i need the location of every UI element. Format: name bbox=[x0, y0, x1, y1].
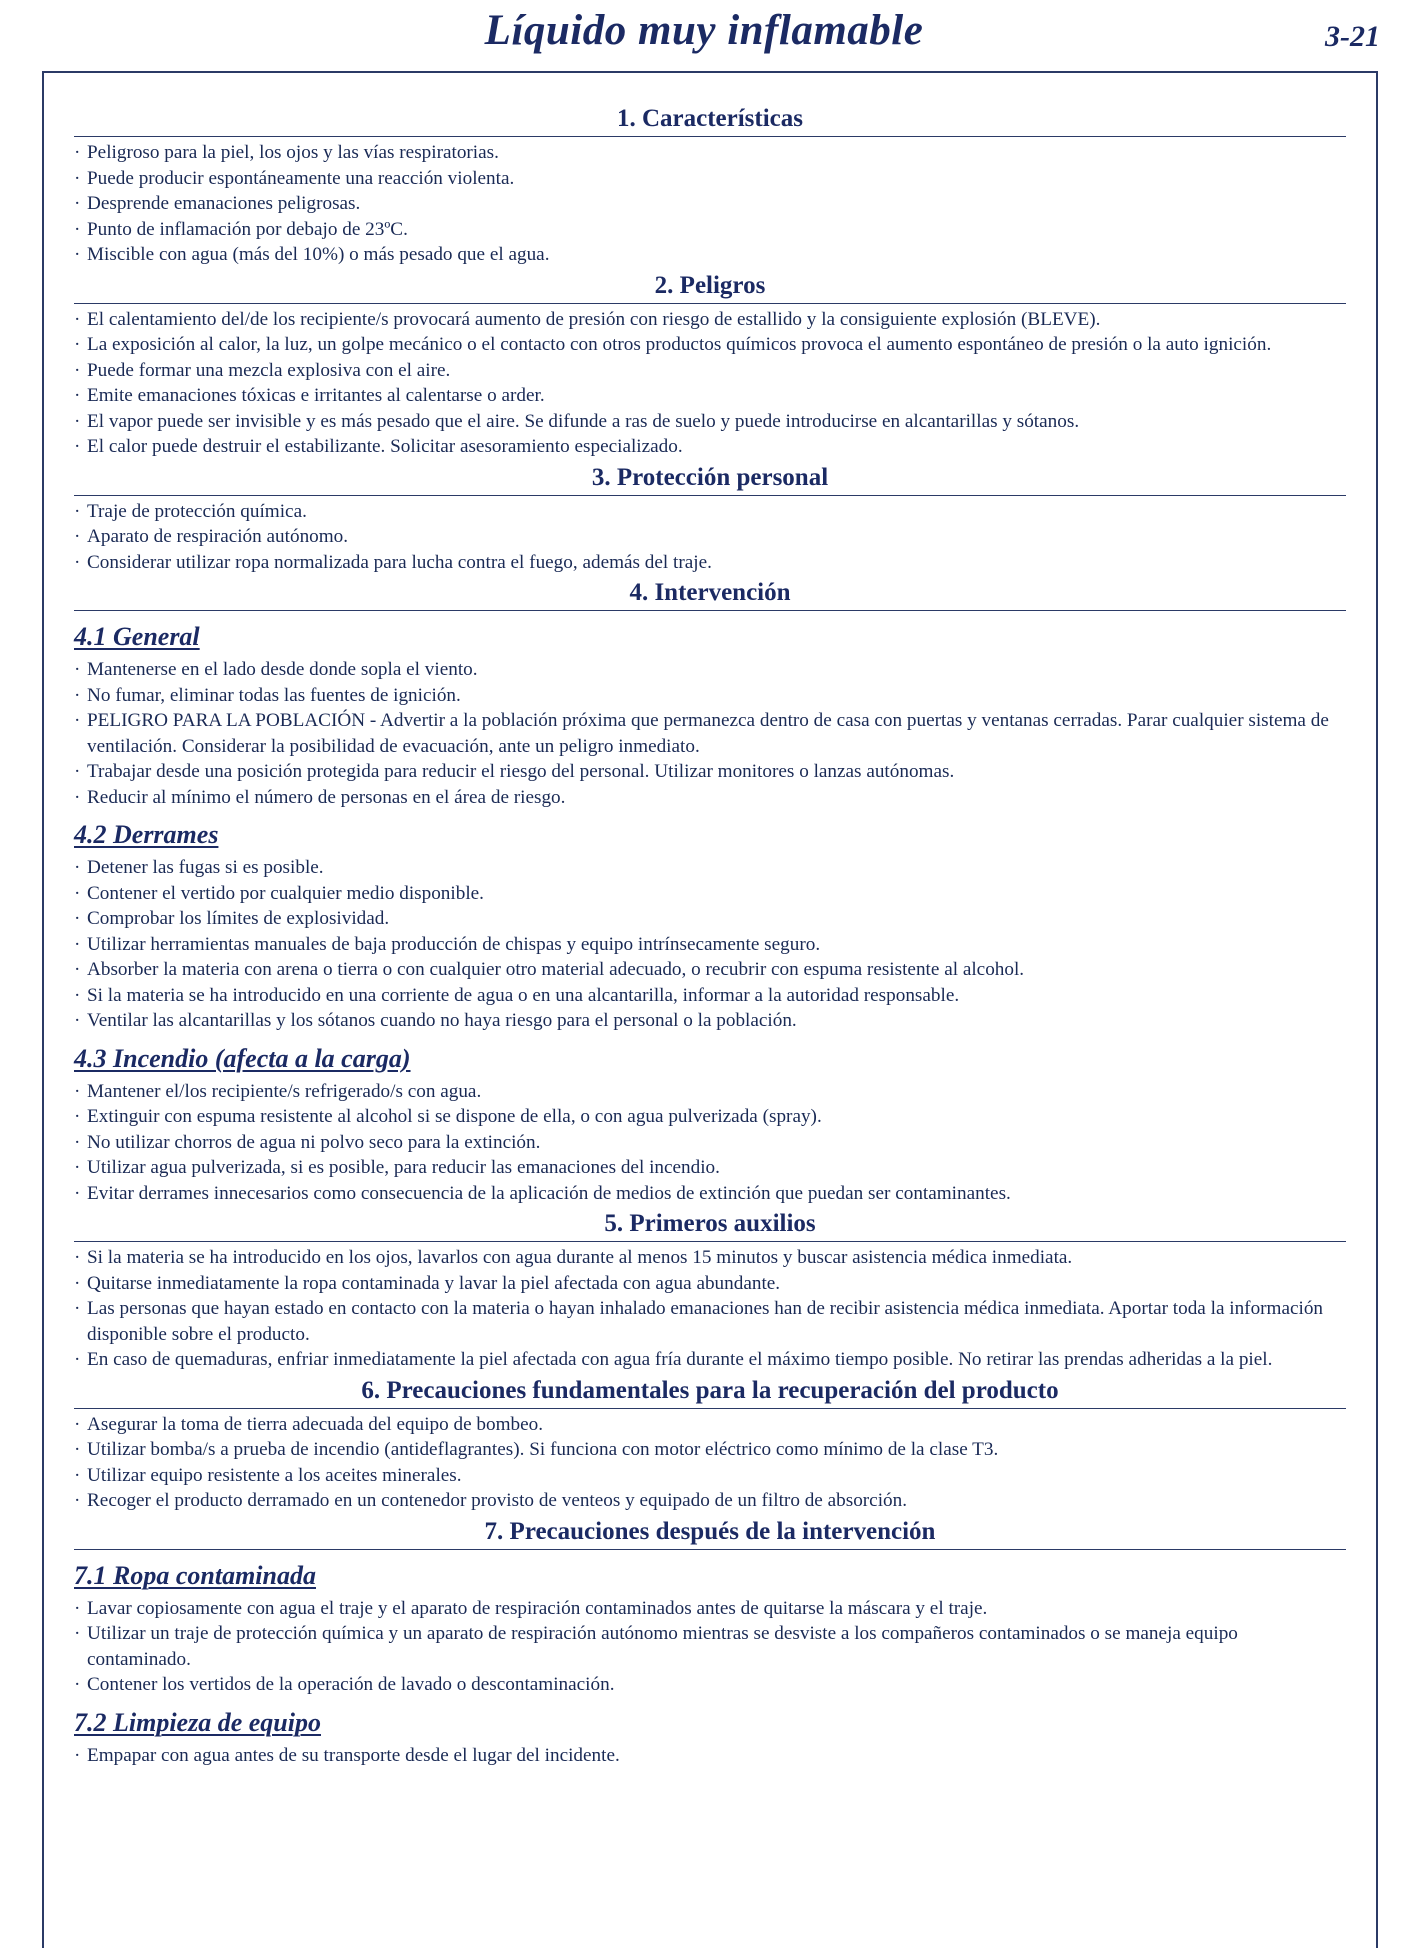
list-item: · Contener el vertido por cualquier medio disponible. bbox=[74, 881, 1346, 907]
bullet-list bbox=[74, 1596, 1346, 1698]
list-item: · Peligroso para la piel, los ojos y las vías respiratorias. bbox=[74, 140, 1346, 166]
list-item: · Traje de protección química. bbox=[74, 499, 1346, 525]
list-item: · La exposición al calor, la luz, un golpe mecánico o el contacto con otros productos químicos provoca el aumento espontáneo de presión o la auto ignición. bbox=[74, 332, 1346, 358]
list-item: · Ventilar las alcantarillas y los sótanos cuando no haya riesgo para el personal o la población. bbox=[74, 1008, 1346, 1034]
subsection-ropa-contaminada bbox=[74, 1560, 1346, 1698]
section-title: 1. Características bbox=[74, 104, 1346, 137]
bullet-list bbox=[74, 1079, 1346, 1207]
list-item: · El calentamiento del/de los recipiente/s provocará aumento de presión con riesgo de estallido y la consiguiente explosión (BLEVE). bbox=[74, 307, 1346, 333]
list-item: · No utilizar chorros de agua ni polvo seco para la extinción. bbox=[74, 1130, 1346, 1156]
section-title: 4. Intervención bbox=[74, 578, 1346, 611]
list-item: · Miscible con agua (más del 10%) o más pesado que el agua. bbox=[74, 242, 1346, 268]
section-despues-intervencion bbox=[74, 1517, 1346, 1769]
list-item: · Si la materia se ha introducido en los ojos, lavarlos con agua durante al menos 15 minutos y buscar asistencia médica inmediata. bbox=[74, 1245, 1346, 1271]
section-proteccion-personal bbox=[74, 463, 1346, 576]
subsection-title: 4.3 Incendio (afecta a la carga) bbox=[74, 1043, 411, 1073]
list-item: · Utilizar un traje de protección química y un aparato de respiración autónomo mientras se desviste a los compañeros contaminados o se maneja equipo contaminado. bbox=[74, 1621, 1346, 1672]
section-peligros bbox=[74, 271, 1346, 460]
list-item: · Asegurar la toma de tierra adecuada del equipo de bombeo. bbox=[74, 1412, 1346, 1438]
subsection-title: 7.2 Limpieza de equipo bbox=[74, 1707, 321, 1737]
list-item: · Quitarse inmediatamente la ropa contaminada y lavar la piel afectada con agua abundante. bbox=[74, 1271, 1346, 1297]
list-item: · Trabajar desde una posición protegida para reducir el riesgo del personal. Utilizar monitores o lanzas autónomas. bbox=[74, 759, 1346, 785]
list-item: · Lavar copiosamente con agua el traje y el aparato de respiración contaminados antes de quitarse la máscara y el traje. bbox=[74, 1596, 1346, 1622]
bullet-list bbox=[74, 657, 1346, 810]
list-item: · Comprobar los límites de explosividad. bbox=[74, 906, 1346, 932]
section-title: 6. Precauciones fundamentales para la recuperación del producto bbox=[74, 1376, 1346, 1409]
list-item: · Punto de inflamación por debajo de 23ºC. bbox=[74, 217, 1346, 243]
bullet-list bbox=[74, 307, 1346, 460]
section-intervencion bbox=[74, 578, 1346, 1206]
subsection-title: 7.1 Ropa contaminada bbox=[74, 1560, 316, 1590]
bullet-list bbox=[74, 855, 1346, 1034]
list-item: · El calor puede destruir el estabilizante. Solicitar asesoramiento especializado. bbox=[74, 434, 1346, 460]
bullet-list bbox=[74, 499, 1346, 576]
subsection-title: 4.2 Derrames bbox=[74, 820, 219, 849]
list-item: · Contener los vertidos de la operación de lavado o descontaminación. bbox=[74, 1672, 1346, 1698]
bullet-list bbox=[74, 140, 1346, 268]
list-item: · Mantenerse en el lado desde donde sopla el viento. bbox=[74, 657, 1346, 683]
subsection-general bbox=[74, 621, 1346, 810]
list-item: · Utilizar agua pulverizada, si es posible, para reducir las emanaciones del incendio. bbox=[74, 1155, 1346, 1181]
list-item: · Detener las fugas si es posible. bbox=[74, 855, 1346, 881]
bullet-list bbox=[74, 1245, 1346, 1373]
list-item: · Extinguir con espuma resistente al alcohol si se dispone de ella, o con agua pulverizada (spray). bbox=[74, 1104, 1346, 1130]
list-item: · Reducir al mínimo el número de personas en el área de riesgo. bbox=[74, 785, 1346, 811]
list-item: · Empapar con agua antes de su transporte desde el lugar del incidente. bbox=[74, 1743, 1346, 1769]
list-item: · Desprende emanaciones peligrosas. bbox=[74, 191, 1346, 217]
list-item: · Considerar utilizar ropa normalizada para lucha contra el fuego, además del traje. bbox=[74, 550, 1346, 576]
list-item: · Utilizar equipo resistente a los aceites minerales. bbox=[74, 1463, 1346, 1489]
list-item: · Las personas que hayan estado en contacto con la materia o hayan inhalado emanaciones han de recibir asistencia médica inmediata. Aportar toda la información disponible sobre el producto. bbox=[74, 1296, 1346, 1347]
list-item: · PELIGRO PARA LA POBLACIÓN - Advertir a la población próxima que permanezca dentro de casa con puertas y ventanas cerradas. Parar cualquier sistema de ventilación. Considerar la posibilidad de evacuación, ante un peligro inmediato. bbox=[74, 708, 1346, 759]
page-number: 3-21 bbox=[1325, 20, 1380, 53]
subsection-limpieza-equipo bbox=[74, 1707, 1346, 1769]
list-item: · Puede formar una mezcla explosiva con el aire. bbox=[74, 358, 1346, 384]
list-item: · Utilizar herramientas manuales de baja producción de chispas y equipo intrínsecamente seguro. bbox=[74, 932, 1346, 958]
bullet-list bbox=[74, 1412, 1346, 1514]
list-item: · Absorber la materia con arena o tierra o con cualquier otro material adecuado, o recubrir con espuma resistente al alcohol. bbox=[74, 957, 1346, 983]
list-item: · Utilizar bomba/s a prueba de incendio (antideflagrantes). Si funciona con motor eléctrico como mínimo de la clase T3. bbox=[74, 1437, 1346, 1463]
document-body bbox=[74, 104, 1346, 1771]
list-item: · Puede producir espontáneamente una reacción violenta. bbox=[74, 166, 1346, 192]
section-recuperacion-producto bbox=[74, 1376, 1346, 1514]
section-title: 3. Protección personal bbox=[74, 463, 1346, 496]
list-item: · No fumar, eliminar todas las fuentes de ignición. bbox=[74, 683, 1346, 709]
list-item: · Si la materia se ha introducido en una corriente de agua o en una alcantarilla, informar a la autoridad responsable. bbox=[74, 983, 1346, 1009]
list-item: · En caso de quemaduras, enfriar inmediatamente la piel afectada con agua fría durante el máximo tiempo posible. No retirar las prendas adheridas a la piel. bbox=[74, 1347, 1346, 1373]
section-title: 7. Precauciones después de la intervención bbox=[74, 1517, 1346, 1550]
list-item: · Emite emanaciones tóxicas e irritantes al calentarse o arder. bbox=[74, 383, 1346, 409]
section-caracteristicas bbox=[74, 104, 1346, 268]
bullet-list bbox=[74, 1743, 1346, 1769]
list-item: · Mantener el/los recipiente/s refrigerado/s con agua. bbox=[74, 1079, 1346, 1105]
subsection-derrames bbox=[74, 819, 1346, 1034]
list-item: · Recoger el producto derramado en un contenedor provisto de venteos y equipado de un filtro de absorción. bbox=[74, 1488, 1346, 1514]
list-item: · El vapor puede ser invisible y es más pesado que el aire. Se difunde a ras de suelo y puede introducirse en alcantarillas y sótanos. bbox=[74, 409, 1346, 435]
list-item: · Aparato de respiración autónomo. bbox=[74, 524, 1346, 550]
subsection-title: 4.1 General bbox=[74, 622, 200, 651]
section-primeros-auxilios bbox=[74, 1209, 1346, 1373]
page-title: Líquido muy inflamable bbox=[484, 7, 924, 54]
subsection-incendio bbox=[74, 1043, 1346, 1207]
list-item: · Evitar derrames innecesarios como consecuencia de la aplicación de medios de extinción que puedan ser contaminantes. bbox=[74, 1181, 1346, 1207]
section-title: 2. Peligros bbox=[74, 271, 1346, 304]
page-header bbox=[0, 0, 1408, 68]
section-title: 5. Primeros auxilios bbox=[74, 1209, 1346, 1242]
